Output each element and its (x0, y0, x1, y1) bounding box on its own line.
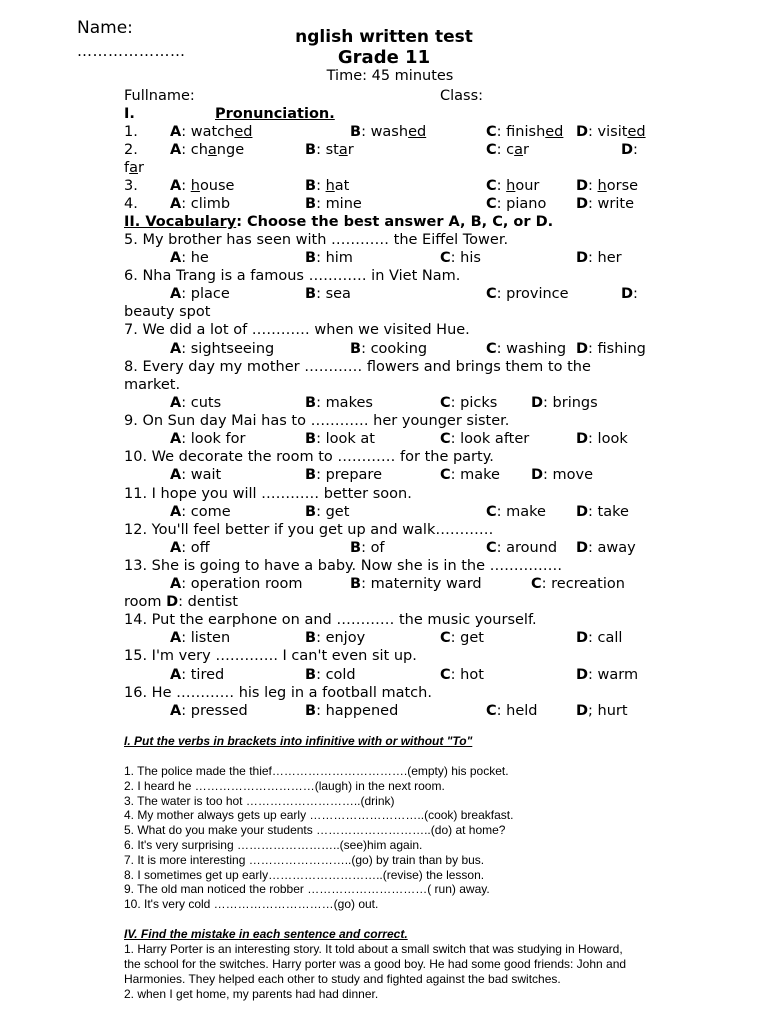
option-a: A: sightseeing (170, 341, 275, 357)
list-item: 10. It's very cold …………………………(go) out. (124, 897, 379, 912)
option-d: D: warm (576, 667, 639, 683)
option-c: C: around (486, 540, 558, 556)
class-label: Class: (440, 88, 484, 104)
option-a: A: watched (170, 124, 253, 140)
option-a: A: place (170, 286, 230, 302)
option-b: B: happened (305, 703, 399, 719)
list-item: 9. The old man noticed the robber …………………………( run) away. (124, 882, 490, 897)
option-d: D: take (576, 504, 629, 520)
option-d: D: horse (576, 178, 639, 194)
mistake-section-title: IV. Find the mistake in each sentence and correct. (124, 927, 408, 941)
paragraph-line: 1. Harry Porter is an interesting story. It told about a small switch that was studying in Howard, (124, 942, 623, 956)
option-c: C: his (440, 250, 481, 266)
option-a: A: house (170, 178, 235, 194)
option-a: A: cuts (170, 395, 222, 411)
option-c: C: province (486, 286, 569, 302)
option-d: D; hurt (576, 703, 628, 719)
infinitive-section-title: I. Put the verbs in brackets into infinitive with or without "To" (124, 734, 473, 748)
option-a: A: tired (170, 667, 225, 683)
time-label: Time: 45 minutes (326, 68, 454, 84)
option-b: B: get (305, 504, 350, 520)
option-c: C: held (486, 703, 538, 719)
option-c: C: look after (440, 431, 530, 447)
option-d: D: (621, 142, 638, 158)
option-b: B: him (305, 250, 353, 266)
paragraph-line: Harmonies. They helped each other to study and fighted against the bad switches. (124, 972, 561, 986)
option-b: B: look at (305, 431, 375, 447)
grade-title: Grade 11 (337, 47, 431, 68)
option-b: B: prepare (305, 467, 382, 483)
option-c: C: washing (486, 341, 567, 357)
option-d: D: brings (531, 395, 598, 411)
option-d: D: write (576, 196, 635, 212)
option-d: D: move (531, 467, 594, 483)
paragraph-line: the school for the switches. Harry porter was a good boy. He had some good friends: John and (124, 957, 627, 971)
option-a: A: he (170, 250, 209, 266)
list-item: 8. I sometimes get up early………………………..(revise) the lesson. (124, 867, 485, 882)
option-b: B: sea (305, 286, 351, 302)
option-a: A: look for (170, 431, 246, 447)
list-item: 4. My mother always gets up early ………………………..(cook) breakfast. (124, 808, 514, 823)
option-b: B: cold (305, 667, 356, 683)
question-number: 4. (124, 196, 138, 212)
section2-instruction: : Choose the best answer A, B, C, or D. (236, 214, 554, 230)
fullname-label: Fullname: (124, 88, 195, 104)
option-a: A: listen (170, 630, 231, 646)
infinitive-section (124, 734, 472, 749)
option-b: B: of (350, 540, 385, 556)
option-b: B: cooking (350, 341, 428, 357)
option-b: B: washed (350, 124, 427, 140)
option-d: D: (621, 286, 638, 302)
option-a: A: off (170, 540, 210, 556)
list-item: 5. What do you make your students ………………………..(do) at home? (124, 823, 506, 838)
option-a: A: climb (170, 196, 231, 212)
option-c: C: recreation (531, 576, 625, 592)
mistake-section (124, 927, 664, 1002)
question-number: 3. (124, 178, 138, 194)
question-number: 1. (124, 124, 138, 140)
option-b: B: maternity ward (350, 576, 482, 592)
option-b: B: mine (305, 196, 362, 212)
option-b: B: makes (305, 395, 373, 411)
option-c: C: hour (486, 178, 540, 194)
option-c: C: hot (440, 667, 484, 683)
option-b: B: star (305, 142, 354, 158)
option-c: C: car (486, 142, 529, 158)
option-a: A: change (170, 142, 245, 158)
option-d: D: look (576, 431, 628, 447)
list-item: 6. It's very surprising ……………………..(see)him again. (124, 837, 423, 852)
name-label: Name: (77, 18, 133, 38)
option-d: D: fishing (576, 341, 646, 357)
name-blank: ………………… (77, 42, 186, 60)
option-d: D: visited (576, 124, 646, 140)
option-c: C: piano (486, 196, 547, 212)
list-item: 3. The water is too hot ………………………..(drink) (124, 793, 395, 808)
option-c: C: make (486, 504, 546, 520)
option-a: A: wait (170, 467, 222, 483)
section1-title: Pronunciation. (215, 106, 335, 122)
option-d: D: her (576, 250, 622, 266)
section2-title: II. Vocabulary (124, 214, 237, 230)
option-c: C: make (440, 467, 500, 483)
option-b: B: hat (305, 178, 350, 194)
paragraph-line: 2. when I get home, my parents had had dinner. (124, 987, 379, 1001)
option-a: A: pressed (170, 703, 248, 719)
option-c: C: get (440, 630, 484, 646)
section1-number: I. (124, 106, 135, 122)
list-item: 2. I heard he …………………………(laugh) in the next room. (124, 778, 445, 793)
option-d: D: away (576, 540, 636, 556)
question-number: 2. (124, 142, 138, 158)
test-title: nglish written test (295, 27, 473, 47)
option-d: room D: dentist (124, 594, 238, 610)
list-item: 1. The police made the thief…………………………….(empty) his pocket. (124, 764, 509, 778)
infinitive-list (124, 764, 513, 912)
option-c: C: finished (486, 124, 564, 140)
option-c: C: picks (440, 395, 498, 411)
list-item: 7. It is more interesting ……………………..(go) by train than by bus. (124, 852, 485, 867)
option-a: A: come (170, 504, 231, 520)
option-d: D: call (576, 630, 623, 646)
option-b: B: enjoy (305, 630, 366, 646)
option-a: A: operation room (170, 576, 303, 592)
